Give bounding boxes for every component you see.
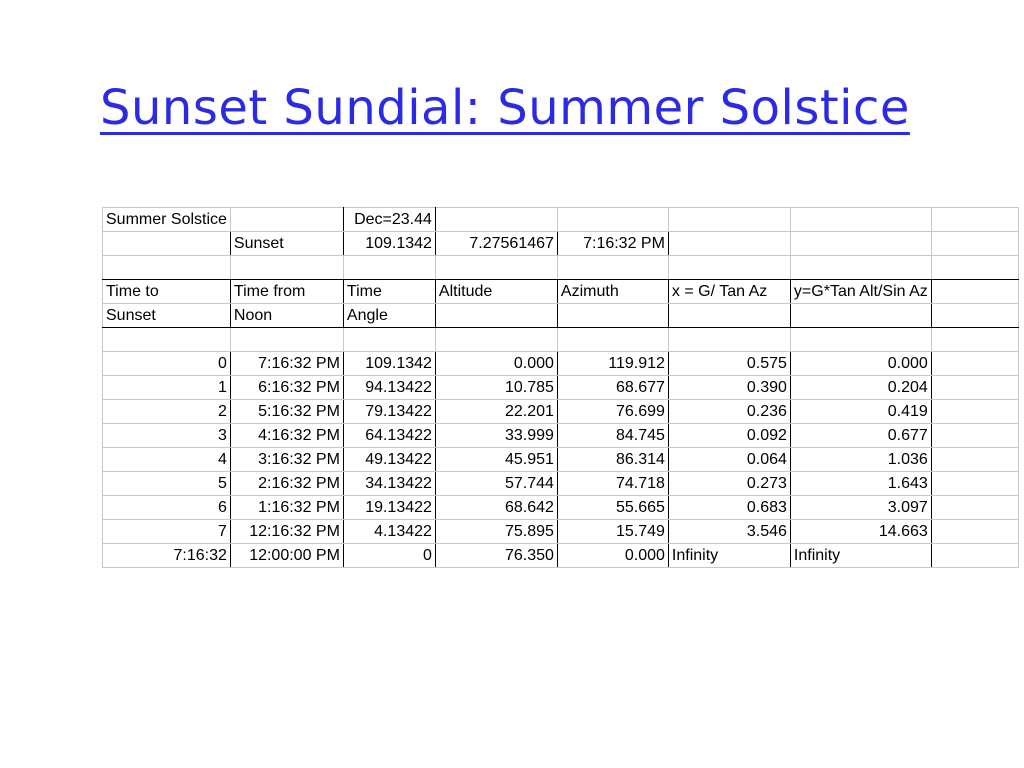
table-cell: 75.895 [435,520,557,544]
table-cell: Sunset [103,304,231,328]
table-cell [435,256,557,280]
table-cell: 76.699 [557,400,668,424]
table-cell: Dec=23.44 [343,208,435,232]
table-cell [557,304,668,328]
table-cell: 79.13422 [343,400,435,424]
table-cell [931,328,1018,352]
table-cell: Time to [103,280,231,304]
table-cell [557,208,668,232]
table-cell: 57.744 [435,472,557,496]
table-cell: 0.000 [557,544,668,568]
table-cell [668,256,790,280]
table-cell [435,328,557,352]
table-cell [931,232,1018,256]
table-cell: 0 [103,352,231,376]
table-cell: 68.677 [557,376,668,400]
table-cell: 2 [103,400,231,424]
table-cell: 94.13422 [343,376,435,400]
table-row [103,448,1019,472]
table-cell: 84.745 [557,424,668,448]
table-cell: 64.13422 [343,424,435,448]
spreadsheet-table [102,207,1019,568]
table-cell: 0.390 [668,376,790,400]
table-cell: 109.1342 [343,232,435,256]
table-cell [103,328,231,352]
table-row [103,520,1019,544]
table-cell: 55.665 [557,496,668,520]
table-cell [931,304,1018,328]
table-cell: 7 [103,520,231,544]
table-cell: 0.064 [668,448,790,472]
table-cell: 10.785 [435,376,557,400]
table-cell: 3.097 [790,496,931,520]
table-cell: 12:16:32 PM [230,520,343,544]
table-cell: 6:16:32 PM [230,376,343,400]
table-cell: 1:16:32 PM [230,496,343,520]
table-cell: 14.663 [790,520,931,544]
table-cell [103,256,231,280]
table-cell [931,400,1018,424]
table-cell: 0.575 [668,352,790,376]
table-cell: 76.350 [435,544,557,568]
slide-title: Sunset Sundial: Summer Solstice [100,80,910,136]
table-cell [931,520,1018,544]
table-cell: 7:16:32 PM [230,352,343,376]
table-cell: 0 [343,544,435,568]
table-cell: 7:16:32 [103,544,231,568]
table-cell: 109.1342 [343,352,435,376]
table-cell: 5:16:32 PM [230,400,343,424]
table-cell [668,208,790,232]
table-cell [931,472,1018,496]
table-cell: 1.036 [790,448,931,472]
table-cell: 34.13422 [343,472,435,496]
table-cell [103,232,231,256]
table-cell [230,328,343,352]
table-cell [931,424,1018,448]
table-cell: Altitude [435,280,557,304]
table-cell: Noon [230,304,343,328]
table-cell: 0.000 [790,352,931,376]
table-row [103,472,1019,496]
table-cell [343,328,435,352]
table-cell: Angle [343,304,435,328]
table-cell: 19.13422 [343,496,435,520]
table-row [103,544,1019,568]
table-row [103,496,1019,520]
table-cell: Time from [230,280,343,304]
table-cell [931,376,1018,400]
table-cell: 5 [103,472,231,496]
table-cell: 7:16:32 PM [557,232,668,256]
table-row [103,208,1019,232]
table-cell [230,256,343,280]
table-cell [343,256,435,280]
table-cell: 4.13422 [343,520,435,544]
table-cell: 3.546 [668,520,790,544]
table-cell: Sunset [230,232,343,256]
table-cell [557,256,668,280]
table-cell [668,232,790,256]
table-cell [931,544,1018,568]
table-cell [557,328,668,352]
table-cell [931,280,1018,304]
table-cell: 74.718 [557,472,668,496]
table-cell: Time [343,280,435,304]
table-cell [435,304,557,328]
table-cell: 45.951 [435,448,557,472]
table-cell [931,352,1018,376]
table-row [103,400,1019,424]
table-cell: 0.092 [668,424,790,448]
table-row [103,328,1019,352]
table-cell: 1.643 [790,472,931,496]
table-cell: 68.642 [435,496,557,520]
table-cell [230,208,343,232]
table-cell: 0.273 [668,472,790,496]
table-cell: 2:16:32 PM [230,472,343,496]
table-cell [790,232,931,256]
table-cell: 0.683 [668,496,790,520]
table-cell: Summer Solstice [103,208,231,232]
table-cell: 15.749 [557,520,668,544]
table-cell: 86.314 [557,448,668,472]
table-cell: 6 [103,496,231,520]
table-cell: 12:00:00 PM [230,544,343,568]
table-cell: 0.677 [790,424,931,448]
table-cell: 4 [103,448,231,472]
table-cell [668,328,790,352]
table-cell: 4:16:32 PM [230,424,343,448]
table-cell: 7.27561467 [435,232,557,256]
table-cell: 0.236 [668,400,790,424]
table-cell [790,256,931,280]
table-cell [931,496,1018,520]
table-cell: x = G/ Tan Az [668,280,790,304]
table-cell: 0.000 [435,352,557,376]
table-cell: Infinity [790,544,931,568]
table-cell: Azimuth [557,280,668,304]
table-row [103,424,1019,448]
table-row [103,232,1019,256]
header-row [103,280,1019,304]
table-cell: 1 [103,376,231,400]
table-row [103,256,1019,280]
table-cell [931,208,1018,232]
table-cell: 3:16:32 PM [230,448,343,472]
table-cell: 33.999 [435,424,557,448]
table-cell: 119.912 [557,352,668,376]
table-cell: 0.204 [790,376,931,400]
table-cell: 0.419 [790,400,931,424]
table-cell: 49.13422 [343,448,435,472]
table-cell [790,304,931,328]
table-cell: 22.201 [435,400,557,424]
table-cell: Infinity [668,544,790,568]
table-cell [931,448,1018,472]
table-cell: y=G*Tan Alt/Sin Az [790,280,931,304]
table-cell [435,208,557,232]
table-cell [931,256,1018,280]
table-row [103,352,1019,376]
table-row [103,376,1019,400]
header-row [103,304,1019,328]
table-cell: 3 [103,424,231,448]
table-cell [668,304,790,328]
table-cell [790,328,931,352]
table-cell [790,208,931,232]
